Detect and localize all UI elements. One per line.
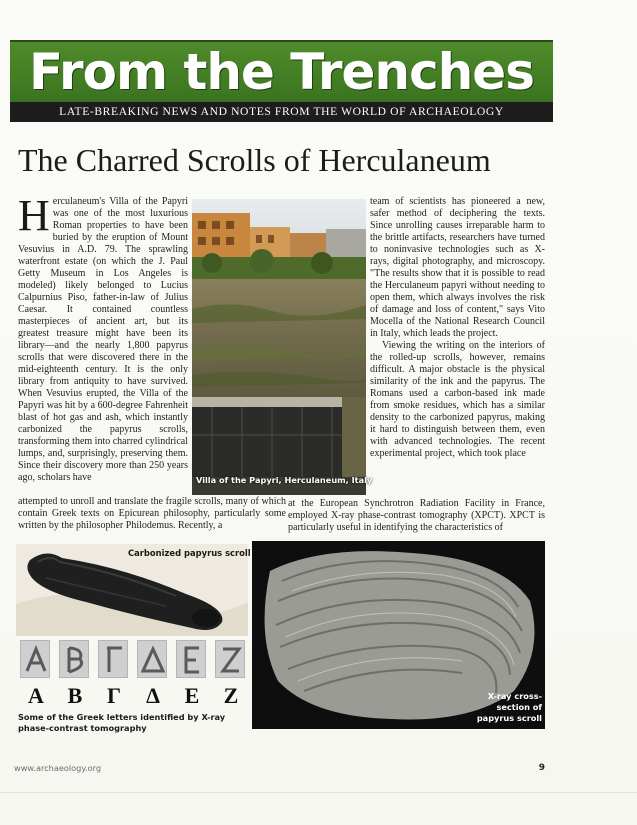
- greek-letter: Β: [67, 683, 83, 708]
- xray-letter-tiles: [20, 640, 245, 682]
- greek-letters-row: [18, 684, 250, 708]
- column-3-paragraph-1: team of scientists has pioneered a new, safer method of deciphering the texts. Since unrolling causes irreparable harm to the brittle artifacts, researchers have turned to noninvasive technologies such as X-rays, digital photography, and microscopy. "The results show that it is possible to read the Herculaneum papyri without needing to open them, which always involves the risk of damage and loss of content," says Vito Mocella of the National Research Council in Italy, which leads the project.: [370, 196, 545, 339]
- letter-tile: [215, 640, 245, 678]
- letter-tile: [137, 640, 167, 678]
- greek-letter: Δ: [146, 683, 160, 708]
- article-column-3: [370, 196, 545, 498]
- scroll-caption: Carbonized papyrus scroll: [128, 548, 251, 558]
- greek-letter: Ζ: [223, 683, 239, 708]
- letter-tile: [176, 640, 206, 678]
- section-title: From the Trenches: [29, 43, 534, 101]
- letter-tile: [59, 640, 89, 678]
- page-edge-line: [0, 792, 637, 793]
- footer-url: www.archaeology.org: [14, 763, 102, 773]
- villa-photo: [192, 199, 373, 495]
- greek-letter: Ε: [184, 683, 200, 708]
- column-1-text: erculaneum's Villa of the Papyri was one of the most luxurious Roman properties to have been buried by the eruption of Mount Vesuvius in A.D. 79. The sprawling waterfront estate (on which the J. Paul Getty Museum in Los Angeles is modeled) likely belonged to Lucius Calpurnius Piso, father-in-law of Julius Caesar. It contained countless masterpieces of ancient art, but its greatest treasure might have been its library—and the nearly 1,800 papyrus scrolls that were discovered there in the mid-eighteenth century. It is the only library from antiquity to have survived. When Vesuvius erupted, the Villa of the Papyri was hit by a 600-degree Fahrenheit blast of hot gas and ash, which instantly carbonized the papyrus scrolls, transforming them into charred cylindrical lumps, and, surprisingly, preserving them. Since their discovery more than 250 years ago, scholars have: [18, 196, 188, 483]
- article-column-1: [18, 196, 188, 496]
- letter-tile: [98, 640, 128, 678]
- column-1-continuation: attempted to unroll and translate the fragile scrolls, many of which contain Greek texts on Epicurean philosophy, particularly some written by the philosopher Philodemus. Recently, a: [18, 496, 286, 531]
- page-number: 9: [538, 763, 545, 773]
- column-3-continuation: at the European Synchrotron Radiation Facility in France, employed X-ray phase-contrast tomography (XPCT). XPCT is particularly useful in identifying the characteristics of: [288, 498, 545, 533]
- greek-letter: Γ: [107, 683, 121, 708]
- xray-caption: X-ray cross-section of papyrus scroll: [476, 691, 542, 723]
- article-headline: The Charred Scrolls of Herculaneum: [18, 142, 491, 178]
- villa-caption: Villa of the Papyri, Herculaneum, Italy: [196, 475, 373, 485]
- letter-tile: [20, 640, 50, 678]
- greek-letters-caption: Some of the Greek letters identified by X-ray phase-contrast tomography: [18, 712, 226, 733]
- section-subtitle: LATE-BREAKING NEWS AND NOTES FROM THE WORLD OF ARCHAEOLOGY: [10, 102, 553, 122]
- drop-cap: H: [18, 196, 50, 240]
- greek-letter: Α: [28, 683, 44, 708]
- section-banner: [10, 40, 553, 120]
- column-3-paragraph-2: Viewing the writing on the interiors of the rolled-up scrolls, however, remains difficult. A major obstacle is the physical similarity of the ink and the papyrus. The Romans used a carbon-based ink made from smoke residues, which has a similar density to the carbonized papyrus, making it hard to distinguish between them, even with advanced technologies. The recent experimental project, which took place: [370, 340, 545, 459]
